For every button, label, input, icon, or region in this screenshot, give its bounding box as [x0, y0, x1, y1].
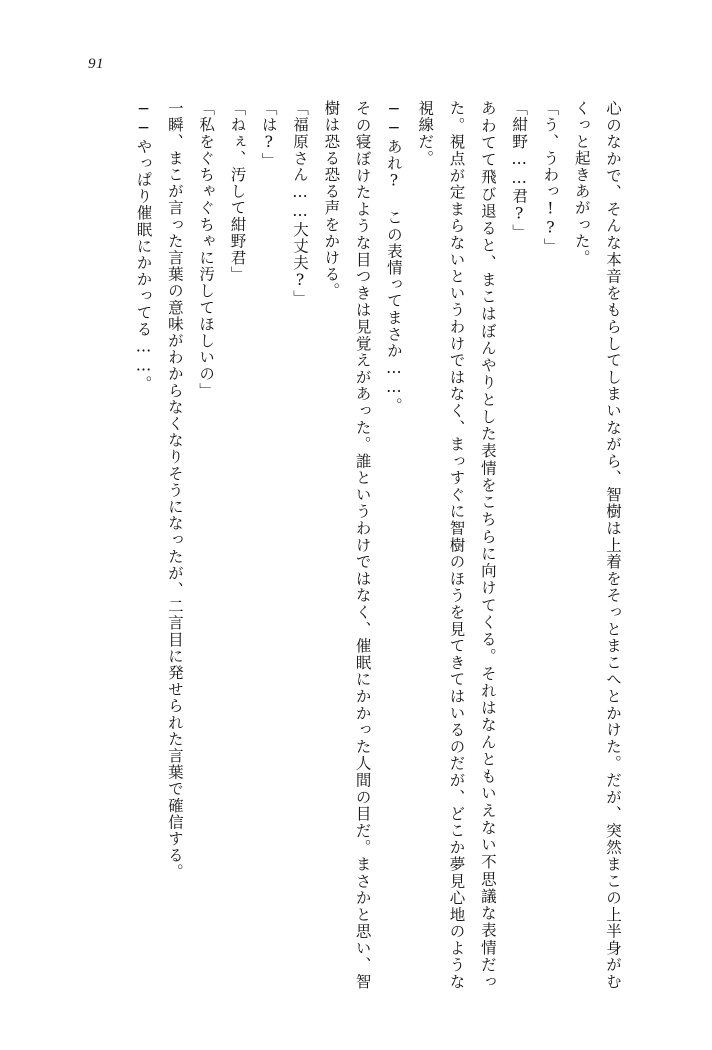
page-number: 91: [88, 56, 104, 72]
paragraph: あわてて飛び退ると、まこはぼんやりとした表情をこちらに向けてくる。それはなんともいえない不思議な表情だった。視点が定まらないというわけではなく、まっすぐに智樹のほうを見てきてはいるのだが、どこか夢見心地のような視線だ。: [416, 100, 497, 990]
paragraph: 「福原さん……大丈夫?」: [291, 100, 310, 307]
paragraph: 心のなかで、そんな本音をもらしてしまいながら、智樹は上着をそっとまこへとかけた。だが、突然まこの上半身がむくっと起きあがった。: [572, 100, 622, 990]
paragraph: 「ねぇ、汚して紺野君」: [228, 100, 247, 283]
paragraph: 「は?」: [259, 100, 278, 169]
body-text-block: [74, 100, 628, 990]
paragraph: ──あれ? この表情ってまさか……。: [384, 100, 403, 414]
paragraph: その寝ぼけたような目つきは見覚えがあった。誰というわけではなく、催眠にかかった人間の目だ。まさかと思い、智樹は恐る恐る声をかける。: [322, 100, 372, 990]
paragraph: 「う、うわっ!?」: [541, 100, 560, 255]
paragraph: 一瞬、まこが言った言葉の意味がわからなくなりそうになったが、二言目に発せられた言葉で確信する。: [165, 100, 184, 881]
paragraph: 「私をぐちゃぐちゃに汚してほしいの」: [197, 100, 216, 399]
paragraph: 「紺野……君?」: [510, 100, 529, 241]
paragraph: ──やっぱり催眠にかかってる……。: [134, 100, 153, 393]
